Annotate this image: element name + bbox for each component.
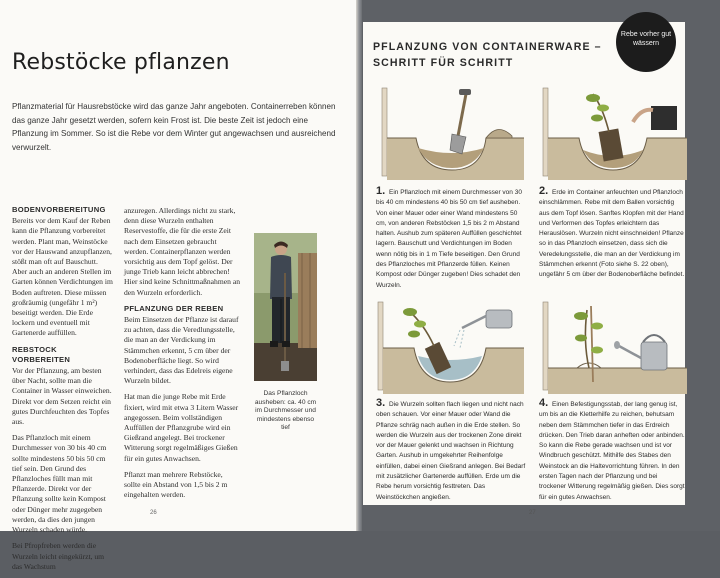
step-3 [376,398,528,503]
section-text-prepare-c: Bei Pfropfreben werden die Wurzeln leicht eingekürzt, um das Wachstum [12,541,105,571]
step-1 [376,186,528,291]
photo-caption: Das Pflanzloch ausheben: ca. 40 cm im Durchmesser und mindestens ebenso tief [254,390,317,432]
page-title: Rebstöcke pflanzen [12,50,230,75]
step-1-illustration [374,88,524,180]
step-3-illustration [374,302,524,394]
section-text-planting: Beim Einsetzen der Pflanze ist darauf zu achten, dass die Veredlungsstelle, die man an der Verdickung im Stämmchen erkennt, 5 cm über der Bodenoberfläche liegt. So wird verhindert, dass das Edelreis eigene Wurzeln bildet. [124,315,239,386]
intro-paragraph: Pflanzmaterial für Hausrebstöcke wird das ganze Jahr angeboten. Containerreben können das ganze Jahr gesetzt werden, sofern kein Frost ist. Die beste Zeit ist jedoch eine Pflanzung im Sommer. So ist die Rebe vor dem Winter gut angewachsen und ausreichend verwurzelt. [12,102,336,152]
step-4 [539,398,685,503]
section-text-soil: Bereits vor dem Kauf der Reben kann die Pflanzung vorbereitet werden. Plant man, Weinstöcke vor der Hauswand anzupflanzen, stößt man oft auf Bauschutt. Aber auch an anderen Stellen im Garten können Verdichtungen im Boden auftreten. Diese müssen großräumig (ungefähr 1 m²) beseitigt werden. Die Erde lockern und eventuell mit Gartenerde auffüllen. [12,216,113,338]
gardener-photo [254,233,317,381]
text-column-1 [12,205,114,578]
step-1-number: 1. [376,185,386,197]
section-heading-prepare: REBSTOCK VORBEREITEN [12,344,71,364]
watering-badge-text: Rebe vorher gut wässern [620,31,672,47]
section-heading-planting: PFLANZUNG DER REBEN [124,303,224,313]
column2-text: anzuregen. Allerdings nicht zu stark, denn diese Wurzeln enthalten Reservestoffe, die für die erste Zeit nach dem Einsetzen gebraucht werden. Containerpflanzen werden vorsichtig aus dem Topf gelöst. Der junge Trieb kann leicht abbrechen! Hier sind keine Schnittmaßnahmen an den Wurzeln erforderlich. [124,206,240,297]
card-title: PFLANZUNG VON CONTAINERWARE – SCHRITT FÜR SCHRITT [373,41,602,69]
step-2-illustration [537,88,687,180]
step-4-text: Einen Befestigungsstab, der lang genug ist, um bis an die Kletterhilfe zu reichen, behutsam neben dem Stämmchen tiefer in das Erdreich drücken. Den Trieb daran anheften oder anbinden. So kann die Rebe gerade wachsen und ist vor Windbruch geschützt. Mithilfe des Stabes den Weinstock an die Haltevorrichtung führen. In den ersten Tagen nach der Pflanzung und bei trockener Witterung regelmäßig gießen. Dies sorgt für ein gutes Anwachsen. [539,401,685,501]
step-3-number: 3. [376,397,386,409]
section-text-prepare: Vor der Pflanzung, am besten über Nacht, sollte man die Container in Wasser einweichen. Direkt vor dem Setzen reicht ein gutes Durchfeuchten des Topfes aus. [12,366,112,427]
step-2-number: 2. [539,185,549,197]
page-number-right: 27 [529,510,536,516]
watering-badge [616,12,676,72]
section-heading-soil: BODENVORBEREITUNG [12,205,106,214]
step-4-number: 4. [539,397,549,409]
step-4-illustration [537,302,687,394]
section-text-prepare-b: Das Pflanzloch mit einem Durchmesser von 30 bis 40 cm sollte mindestens 50 bis 50 cm tief sein. Den Grund des Pflanzloches füllt man mit Pflanzerde. Direkt vor der Pflanzung sollte kein Kompost oder Dünger mehr zugegeben werden, da dies den jungen Wurzeln schaden würde. [12,433,107,535]
section-text-planting-b: Hat man die junge Rebe mit Erde fixiert, wird mit etwa 3 Litern Wasser angegossen. Beim vollständigen Auffüllen der Pflanzgrube wird ein Gießrand angelegt. Bei trockener Witterung sorgt regelmäßiges Gießen für ein gutes Anwachsen. [124,392,239,463]
section-text-planting-c: Pflanzt man mehrere Rebstöcke, sollte ein Abstand von 1,5 bis 2 m eingehalten werden. [124,469,228,500]
step-1-text: Ein Pflanzloch mit einem Durchmesser von 30 bis 40 cm mindestens 40 bis 50 cm tief ausheben. Von einer Mauer oder einer Wand mindestens 50 cm, von anderen Rebstöcken 1,5 bis 2 m Abstand halten. Aushub zum späteren Auffüllen geschichtet lagern. Bauschutt und Verdichtungen im Boden wenn nötig bis in 1 m Tiefe beseitigen. Den Grund des Pflanzloches mit Pflanzerde füllen. Keinen Kompost oder Dünger zugeben! Dies schadet den Wurzeln. [376,189,522,289]
text-column-2 [124,206,240,506]
gardener-photo-drawing [254,233,317,381]
step-3-text: Die Wurzeln sollten flach liegen und nicht nach oben schauen. Vor einer Mauer oder Wand die Pflanze schräg nach außen in die Erde stellen. So werden die Wurzeln aus der trockenen Zone direkt vor der Mauer gelenkt und wachsen in Richtung Garten. Aushub in umgekehrter Reihenfolge einfüllen, dabei einen Gießrand anlegen. Bei Bedarf mit zusätzlicher Gartenerde auffüllen. Erde um die Rebe herum vorsichtig festtreten. Das Weinstöckchen angießen. [376,401,526,501]
page-number-left: 26 [150,510,157,516]
step-2 [539,186,685,281]
step-2-text: Erde im Container anfeuchten und Pflanzloch einschlämmen. Rebe mit dem Ballen vorsichtig aus dem Topf lösen. Sanftes Klopfen mit der Hand und Verformen des Topfes erleichtern das Herauslösen. Wurzeln nicht einschneiden! Pflanze so in das Pflanzloch einsetzen, dass sich die Veredelungsstelle, die man an der Verdickung im Stämmchen erkennt (Foto siehe S. 22 oben), ungefähr 5 cm über der Bodenoberfläche befindet. [539,189,685,279]
